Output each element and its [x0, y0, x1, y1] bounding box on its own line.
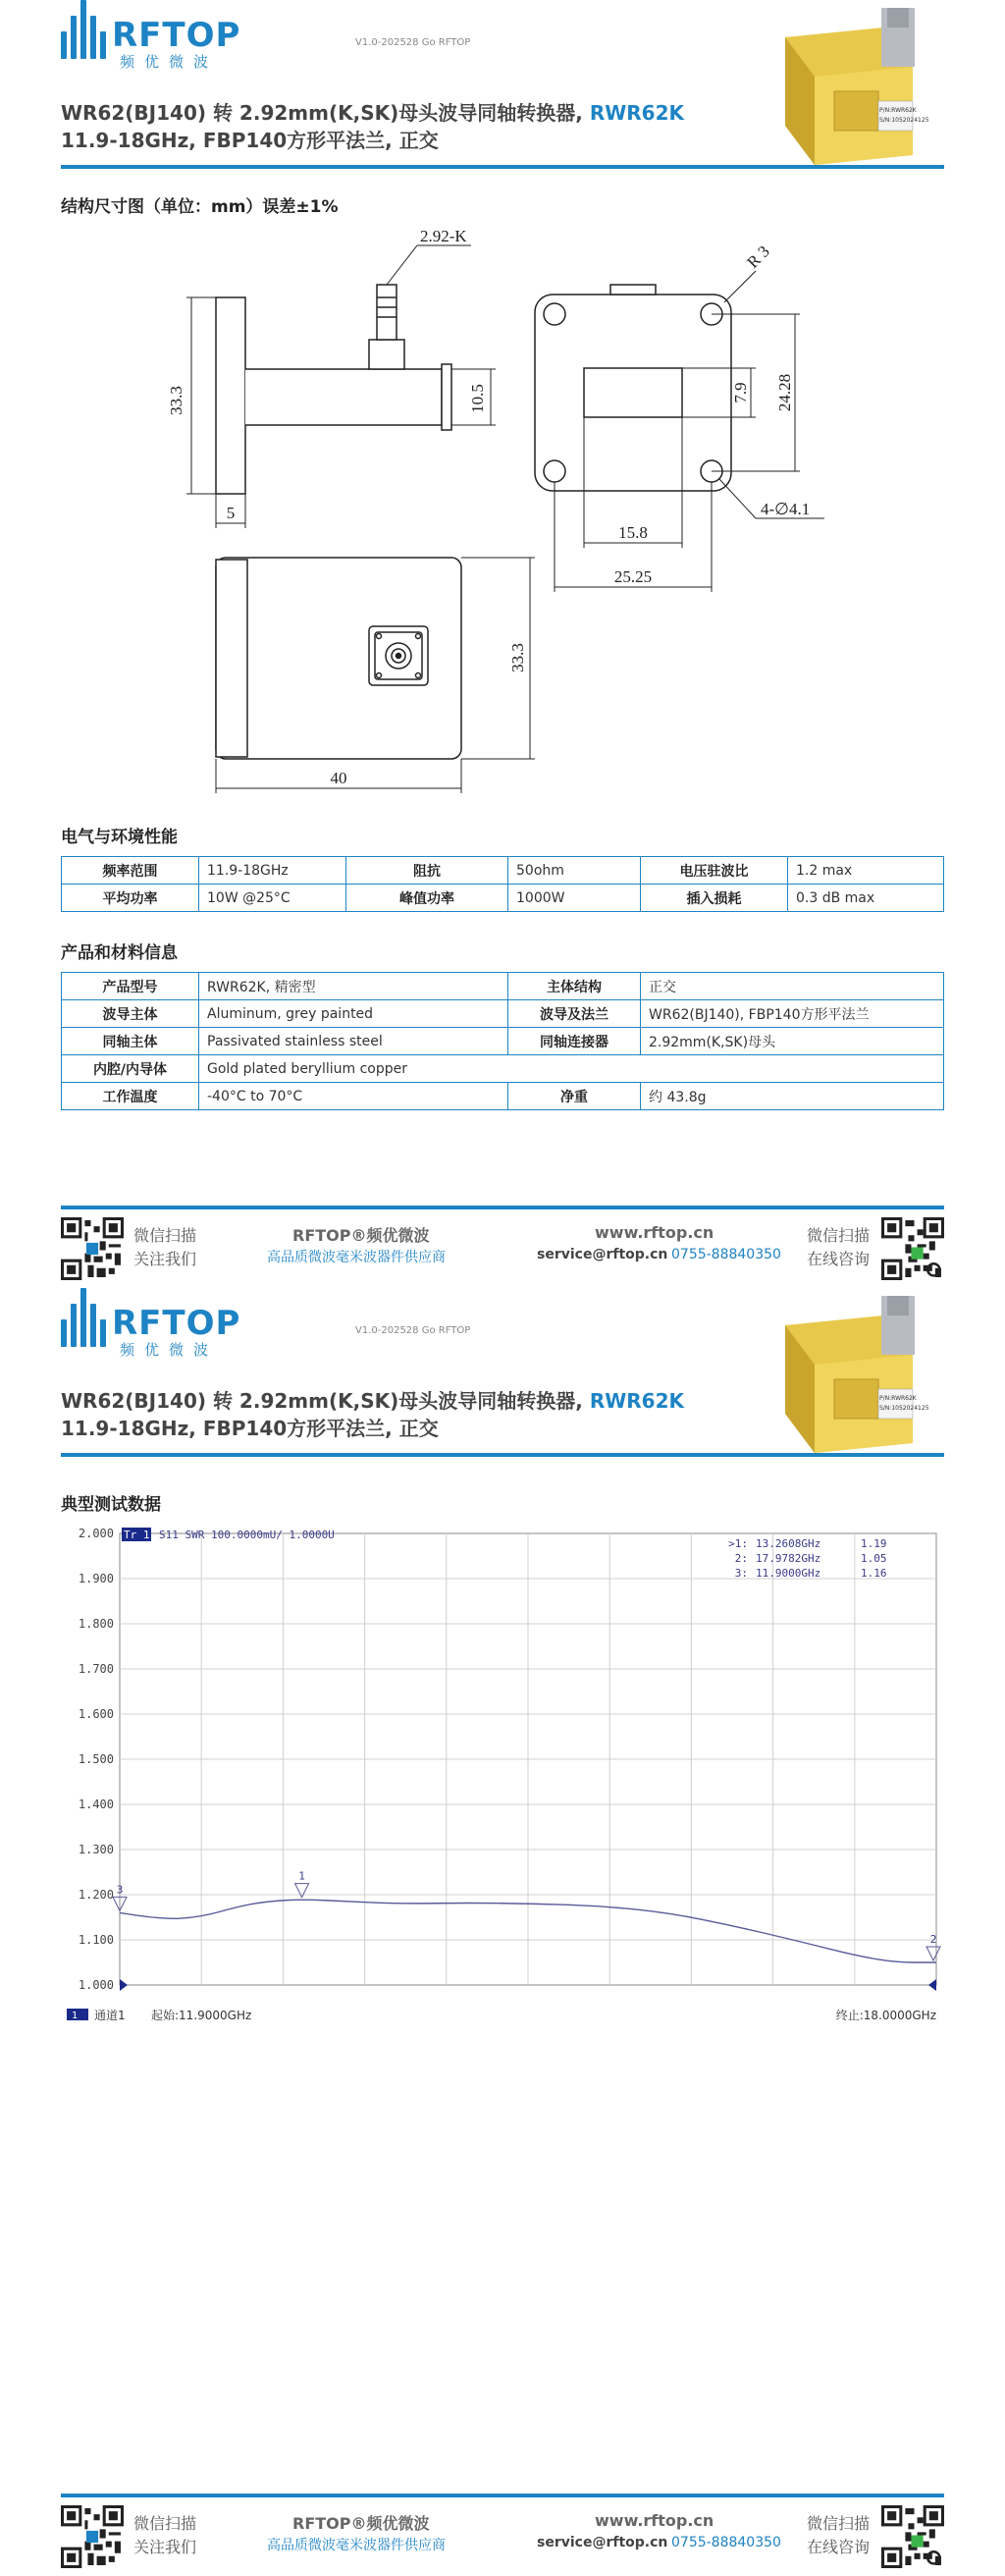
table-cell: -40°C to 70°C [199, 1083, 508, 1110]
test-section-title: 典型测试数据 [61, 1495, 161, 1515]
marker-table-value: 1.19 [861, 1537, 887, 1550]
table-cell: 平均功率 [62, 885, 199, 912]
footer-brand: RFTOP®频优微波 [292, 2514, 430, 2533]
electrical-table [61, 856, 944, 912]
footer [61, 2505, 944, 2574]
footer-wechat-scan: 微信扫描 [133, 2514, 197, 2533]
table-cell: 1000W [508, 885, 641, 912]
table-cell: 同轴连接器 [508, 1028, 641, 1055]
dim-outer-width: 25.25 [613, 567, 653, 586]
dim-width-small: 5 [226, 504, 236, 522]
channel-number: 1 [72, 2011, 79, 2021]
logo-subtitle: 频优微波 [120, 1341, 219, 1359]
dim-bottom-width: 40 [330, 769, 347, 787]
version-text: V1.0-202528 Go RFTOP [355, 37, 471, 48]
table-cell: 阻抗 [346, 857, 508, 885]
footer-online: 在线咨询 [807, 1250, 871, 1268]
wechat-qr-icon [61, 2505, 124, 2568]
y-tick-label: 1.400 [78, 1798, 114, 1811]
table-row [62, 1000, 944, 1028]
page-2 [0, 1288, 1005, 2576]
label-pn: P/N:RWR62K [879, 107, 917, 114]
header-rule [61, 165, 944, 169]
logo-text: RFTOP [112, 1304, 241, 1343]
marker-table-freq: 13.2608GHz [756, 1537, 821, 1550]
version-text: V1.0-202528 Go RFTOP [355, 1325, 471, 1336]
dim-bottom-height: 33.3 [508, 643, 527, 672]
y-tick-label: 1.000 [78, 1978, 114, 1992]
footer-email[interactable]: service@rftop.cn [537, 1247, 668, 1262]
footer-phone[interactable]: 0755-88840350 [671, 2535, 781, 2550]
marker-3-label: 3 [116, 1883, 124, 1897]
logo-subtitle: 频优微波 [120, 53, 219, 71]
footer-wechat-scan-2: 微信扫描 [807, 1226, 871, 1245]
y-tick-label: 1.200 [78, 1888, 114, 1902]
dim-inner-width: 15.8 [618, 523, 648, 542]
footer-email[interactable]: service@rftop.cn [537, 2535, 668, 2550]
product-model: RWR62K [589, 101, 685, 125]
dim-height-left: 33.3 [167, 386, 185, 415]
table-row [62, 857, 944, 885]
footer-wechat-scan: 微信扫描 [133, 1226, 197, 1245]
label-sn: S/N:1052024125 [879, 1405, 929, 1412]
trace-label: Tr 1 [124, 1529, 150, 1541]
header-rule [61, 1453, 944, 1457]
table-cell: 峰值功率 [346, 885, 508, 912]
table-cell: WR62(BJ140), FBP140方形平法兰 [641, 1000, 944, 1028]
y-tick-label: 1.600 [78, 1707, 114, 1721]
electrical-section-title: 电气与环境性能 [61, 828, 178, 847]
table-cell: 正交 [641, 973, 944, 1000]
y-tick-label: 1.700 [78, 1662, 114, 1676]
y-tick-label: 1.900 [78, 1572, 114, 1585]
materials-section-title: 产品和材料信息 [61, 943, 178, 963]
marker-table-freq: 17.9782GHz [756, 1552, 821, 1565]
table-cell: 净重 [508, 1083, 641, 1110]
y-tick-label: 2.000 [78, 1528, 114, 1540]
trace-header: S11 SWR 100.0000mU/ 1.0000U [159, 1529, 335, 1541]
product-subtitle: 11.9-18GHz, FBP140方形平法兰, 正交 [61, 1417, 439, 1440]
wechat-qr-icon [61, 1217, 124, 1280]
footer-follow-us: 关注我们 [133, 1250, 197, 1268]
rftop-logo [61, 1292, 267, 1359]
table-cell: 2.92mm(K,SK)母头 [641, 1028, 944, 1055]
y-tick-label: 1.300 [78, 1843, 114, 1856]
footer-slogan: 高品质微波毫米波器件供应商 [267, 1250, 446, 1265]
y-tick-label: 1.800 [78, 1617, 114, 1631]
table-cell: 插入损耗 [641, 885, 788, 912]
dim-inner-height: 7.9 [731, 382, 750, 403]
footer-website[interactable]: www.rftop.cn [595, 2511, 714, 2530]
table-cell: Gold plated beryllium copper [199, 1055, 944, 1083]
dim-holes: 4-∅4.1 [761, 500, 811, 518]
table-row [62, 1083, 944, 1110]
marker-2-label: 2 [929, 1933, 937, 1946]
table-cell: 10W @25°C [199, 885, 346, 912]
footer-website[interactable]: www.rftop.cn [595, 1223, 714, 1242]
table-cell: 0.3 dB max [788, 885, 944, 912]
sweep-stop: 终止:18.0000GHz [835, 2009, 936, 2022]
online-qr-icon [881, 1217, 944, 1280]
footer-slogan: 高品质微波毫米波器件供应商 [267, 2538, 446, 2553]
label-pn: P/N:RWR62K [879, 1395, 917, 1402]
label-sn: S/N:1052024125 [879, 117, 929, 124]
marker-table-value: 1.16 [861, 1567, 887, 1580]
footer-wechat-scan-2: 微信扫描 [807, 2514, 871, 2533]
channel-label: 通道1 [94, 2009, 126, 2022]
table-row [62, 973, 944, 1000]
product-photo [766, 1296, 942, 1453]
rftop-logo [61, 4, 267, 71]
product-title: WR62(BJ140) 转 2.92mm(K,SK)母头波导同轴转换器, RWR62K [61, 1389, 685, 1413]
table-cell: 内腔/内导体 [62, 1055, 199, 1083]
table-cell: 主体结构 [508, 973, 641, 1000]
footer-online: 在线咨询 [807, 2538, 871, 2556]
dim-outer-height: 24.28 [775, 373, 794, 412]
table-row [62, 1055, 944, 1083]
table-cell: 11.9-18GHz [199, 857, 346, 885]
y-tick-label: 1.100 [78, 1933, 114, 1947]
sweep-start: 起始:11.9000GHz [151, 2009, 252, 2022]
dim-radius: R 3 [743, 242, 773, 272]
table-row [62, 1028, 944, 1055]
table-cell: 频率范围 [62, 857, 199, 885]
table-cell: RWR62K, 精密型 [199, 973, 508, 1000]
table-cell: 波导主体 [62, 1000, 199, 1028]
marker-table-value: 1.05 [861, 1552, 887, 1565]
table-cell: Passivated stainless steel [199, 1028, 508, 1055]
dim-height-small: 10.5 [468, 384, 487, 413]
footer-rule [61, 2494, 944, 2497]
materials-table [61, 972, 944, 1110]
y-tick-label: 1.500 [78, 1752, 114, 1766]
product-title: WR62(BJ140) 转 2.92mm(K,SK)母头波导同轴转换器, RWR62K [61, 101, 685, 125]
table-row [62, 885, 944, 912]
footer-rule [61, 1206, 944, 1209]
marker-table-index: 3: [734, 1567, 748, 1580]
table-cell: 产品型号 [62, 973, 199, 1000]
footer [61, 1217, 944, 1286]
marker-table-freq: 11.9000GHz [756, 1567, 821, 1580]
marker-table-index: >1: [728, 1537, 748, 1550]
footer-phone[interactable]: 0755-88840350 [671, 1247, 781, 1262]
table-cell: 同轴主体 [62, 1028, 199, 1055]
table-cell: 约 43.8g [641, 1083, 944, 1110]
footer-follow-us: 关注我们 [133, 2538, 197, 2556]
table-cell: 1.2 max [788, 857, 944, 885]
table-cell: 工作温度 [62, 1083, 199, 1110]
online-qr-icon [881, 2505, 944, 2568]
product-model: RWR62K [589, 1389, 685, 1413]
product-photo [766, 8, 942, 165]
logo-text: RFTOP [112, 16, 241, 55]
dimension-drawing [147, 224, 854, 803]
table-cell: 波导及法兰 [508, 1000, 641, 1028]
drawing-section-title: 结构尺寸图（单位：mm）误差±1% [61, 197, 339, 217]
dim-connector: 2.92-K [420, 227, 467, 245]
product-subtitle: 11.9-18GHz, FBP140方形平法兰, 正交 [61, 129, 439, 152]
marker-1-label: 1 [298, 1869, 305, 1883]
marker-table-index: 2: [734, 1552, 748, 1565]
vswr-chart [61, 1528, 944, 2028]
table-cell: Aluminum, grey painted [199, 1000, 508, 1028]
footer-brand: RFTOP®频优微波 [292, 1226, 430, 1245]
table-cell: 50ohm [508, 857, 641, 885]
table-cell: 电压驻波比 [641, 857, 788, 885]
